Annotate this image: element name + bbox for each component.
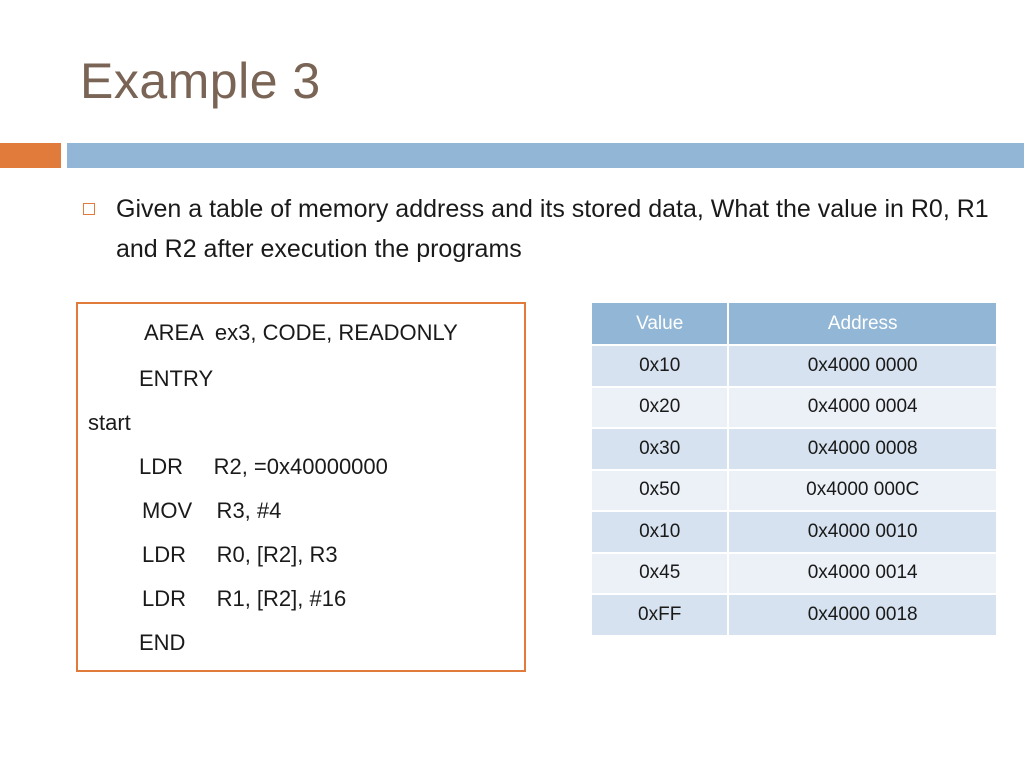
table-row (592, 428, 996, 470)
slide-title: Example 3 (80, 53, 321, 109)
value-cell: 0x50 (592, 470, 728, 512)
column-header-value: Value (592, 303, 728, 345)
code-line-ldr-r1: LDR R1, [R2], #16 (142, 586, 347, 611)
title-accent-bar (0, 143, 61, 168)
table-row (592, 345, 996, 387)
address-cell: 0x4000 0010 (728, 511, 996, 553)
hollow-square-bullet-icon (83, 203, 95, 215)
address-cell: 0x4000 0018 (728, 594, 996, 635)
code-line-end: END (139, 630, 186, 655)
value-cell: 0x30 (592, 428, 728, 470)
address-cell: 0x4000 000C (728, 470, 996, 512)
title-divider-bar (67, 143, 1024, 168)
table-row (592, 470, 996, 512)
code-line-area: AREA ex3, CODE, READONLY (144, 320, 458, 345)
code-line-ldr-r2: LDR R2, =0x40000000 (139, 454, 388, 479)
memory-table (592, 303, 996, 635)
table-row (592, 553, 996, 595)
column-header-address: Address (728, 303, 996, 345)
value-cell: 0x45 (592, 553, 728, 595)
value-cell: 0x10 (592, 511, 728, 553)
value-cell: 0x20 (592, 387, 728, 429)
table-row (592, 594, 996, 635)
assembly-code-box (76, 302, 526, 672)
table-row (592, 511, 996, 553)
code-line-ldr-r0: LDR R0, [R2], R3 (142, 542, 338, 567)
value-cell: 0x10 (592, 345, 728, 387)
table-header-row (592, 303, 996, 345)
code-line-entry: ENTRY (139, 366, 214, 391)
address-cell: 0x4000 0014 (728, 553, 996, 595)
table-row (592, 387, 996, 429)
address-cell: 0x4000 0008 (728, 428, 996, 470)
code-line-start-label: start (88, 410, 131, 435)
address-cell: 0x4000 0004 (728, 387, 996, 429)
code-line-mov-r3: MOV R3, #4 (142, 498, 282, 523)
question-text: Given a table of memory address and its stored data, What the value in R0, R1 and R2 after execution the programs (116, 195, 989, 263)
address-cell: 0x4000 0000 (728, 345, 996, 387)
value-cell: 0xFF (592, 594, 728, 635)
